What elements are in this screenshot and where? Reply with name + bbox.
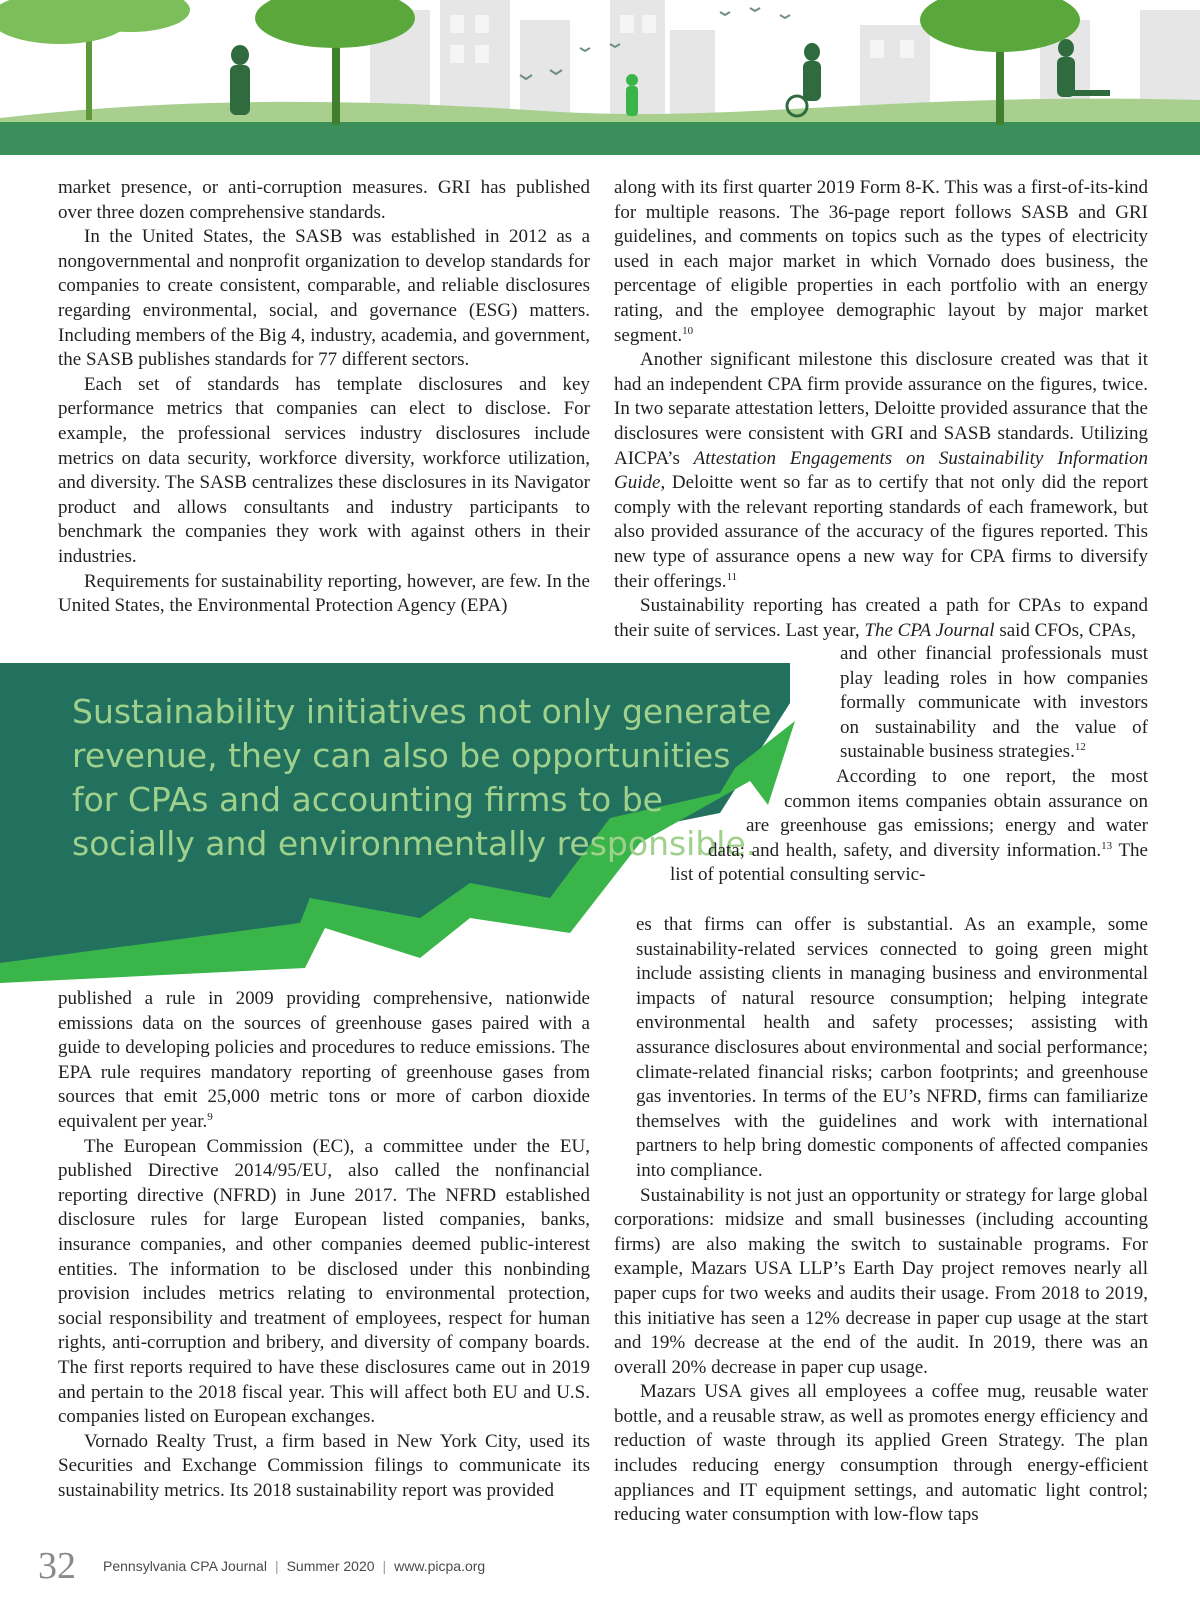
article-column-left-top [58, 176, 590, 619]
body-paragraph: market presence, or anti-corruption measures. GRI has published over three dozen comprehensive standards. [58, 177, 590, 223]
footnote-ref: 13 [1101, 839, 1113, 852]
body-paragraph: Mazars USA gives all employees a coffee mug, reusable water bottle, and a reusable straw, as well as promotes energy efficiency and reduction of waste through its applied Green Strategy. The plan includes reducing energy consumption through energy-efficient appliances and IT equipment settings, and automatic light control; reducing water consumption with low-flow taps [614, 1381, 1148, 1526]
body-paragraph: The European Commission (EC), a committee under the EU, published Directive 2014/95/EU, also called the nonfinancial reporting directive (NFRD) in June 2017. The NFRD established disclosure rules for large European listed companies, banks, insurance companies, and other companies deemed public-interest entities. The information to be disclosed under this nonbinding provision includes metrics relating to environmental protection, social responsibility and treatment of employees, respect for human rights, anti-corruption and bribery, and diversity of company boards. The first reports required to have these disclosures came out in 2019 and pertain to the 2018 fiscal year. This will affect both EU and U.S. companies listed on European exchanges. [58, 1135, 590, 1428]
ground [0, 122, 1200, 155]
body-text: According to one report, the most common items companies obtain assurance on are greenhouse gas emissions; energy and water data; and health, safety, and diversity information. [708, 765, 1148, 861]
body-paragraph: Sustainability is not just an opportunity or strategy for large global corporations: midsize and small businesses (including accounting firms) are also making the switch to sustainable programs. For example, Mazars USA LLP’s Earth Day project removes nearly all paper cups for two weeks and audits their usage. From 2018 to 2019, this initiative has seen a 12% decrease in paper cup usage at the start and 19% decrease at the end of the audit. In 2019, there was an overall 20% decrease in paper cup usage. [614, 1184, 1148, 1378]
publication-name: Pennsylvania CPA Journal [103, 1558, 267, 1574]
wrap-spacer [614, 790, 784, 815]
wrap-spacer [614, 642, 840, 667]
article-column-left-bottom [58, 987, 590, 1503]
body-paragraph: Requirements for sustainability reporting, however, are few. In the United States, the Environmental Protection Agency (EPA) [58, 570, 590, 617]
publication-title: The CPA Journal [864, 619, 995, 641]
body-paragraph [614, 176, 1148, 348]
wrap-spacer [614, 765, 810, 790]
article-column-right-wrap [614, 642, 1148, 888]
body-text: The list of potential consulting servic- [670, 839, 1148, 886]
body-paragraph: Vornado Realty Trust, a firm based in New York City, used its Securities and Exchange Commission filings to communicate its sustainability metrics. Its 2018 sustainability report was provided [58, 1430, 590, 1501]
wrap-spacer [614, 863, 670, 888]
wrap-spacer [614, 667, 840, 692]
body-text: Sustainability reporting has created a path for CPAs to expand their suite of services. Last year, [614, 595, 1148, 641]
publication-title: Attestation Engagements on Sustainability Information Guide [614, 447, 1148, 494]
pullquote-text: Sustainability initiatives not only generate revenue, they can also be opportunities for CPAs and accounting firms to be socially and environmentally responsible. [72, 692, 772, 863]
article-column-right-bottom [614, 913, 1148, 1528]
child-figure [626, 74, 638, 116]
wrap-spacer [614, 839, 708, 864]
footnote-ref: 9 [207, 1110, 213, 1123]
header-illustration [0, 0, 1200, 155]
body-paragraph [614, 594, 1148, 643]
body-text: Another significant milestone this disclosure created was that it had an independent CPA firm provide assurance on the figures, twice. In two separate attestation letters, Deloitte provided assurance that the disclosures were consistent with GRI and SASB standards. Utilizing AICPA’s [614, 349, 1148, 469]
body-text: and other financial professionals must play leading roles in how companies formally communicate with investors on sustainability and the value of sustainable business strategies. [840, 643, 1148, 763]
article-column-right-top [614, 176, 1148, 643]
wrap-spacer [614, 716, 840, 741]
body-text: said CFOs, CPAs, [994, 619, 1136, 641]
wrap-spacer [614, 814, 746, 839]
body-paragraph: es that firms can offer is substantial. As an example, some sustainability-related services connected to going green might include assisting clients in managing business and environmental impacts of natural resource consumption; helping integrate environmental health and safety processes; assisting with assurance disclosures about environmental and social performance; climate-related financial risks; carbon footprints; and greenhouse gas inventories. In terms of the EU’s NFRD, firms can familiarize themselves with the guidelines and work with international partners to help bring domestic components of affected companies into compliance. [636, 914, 1148, 1181]
wrap-spacer [614, 740, 840, 765]
website-link[interactable]: www.picpa.org [394, 1558, 486, 1574]
body-paragraph [58, 987, 590, 1135]
page-number: 32 [38, 1545, 76, 1587]
issue-date: Summer 2020 [286, 1558, 375, 1574]
page-footer [38, 1544, 738, 1588]
body-text: along with its first quarter 2019 Form 8-K. This was a first-of-its-kind for multiple reasons. The 36-page report follows SASB and GRI guidelines, and comments on topics such as the types of electricity used in each major market in which Vornado does business, the percentage of eligible properties in each portfolio with an energy rating, and the employee demographic layout by major market segment. [614, 177, 1148, 346]
footnote-ref: 10 [682, 324, 694, 337]
body-paragraph [614, 348, 1148, 594]
footer-info [103, 1558, 485, 1574]
wrap-spacer [614, 691, 840, 716]
body-text: , Deloitte went so far as to certify that not only did the report comply with the relevant reporting standards of each framework, but also provided assurance of the accuracy of the figures reported. This new type of assurance opens a new way for CPA firms to diversify their offerings. [614, 472, 1148, 592]
body-paragraph: In the United States, the SASB was established in 2012 as a nongovernmental and nonprofit organization to develop standards for companies to create consistent, comparable, and reliable disclosures regarding environmental, social, and governance (ESG) matters. Including members of the Big 4, industry, academia, and government, the SASB publishes standards for 77 different sectors. [58, 226, 590, 371]
footer-separator: | [274, 1558, 279, 1574]
body-paragraph: Each set of standards has template disclosures and key performance metrics that companies can elect to disclose. For example, the professional services industry disclosures include metrics on data security, workforce diversity, workforce utilization, and diversity. The SASB centralizes these disclosures in its Navigator product and allows consultants and industry participants to benchmark the companies they work with against others in their industries. [58, 373, 590, 567]
footnote-ref: 12 [1074, 741, 1086, 754]
footer-separator: | [382, 1558, 387, 1574]
body-text: published a rule in 2009 providing comprehensive, nationwide emissions data on the sources of greenhouse gases paired with a guide to developing policies and procedures to reduce emissions. The EPA rule requires mandatory reporting of greenhouse gases from sources that emit 25,000 metric tons or more of carbon dioxide equivalent per year. [58, 988, 590, 1132]
footnote-ref: 11 [726, 570, 738, 583]
